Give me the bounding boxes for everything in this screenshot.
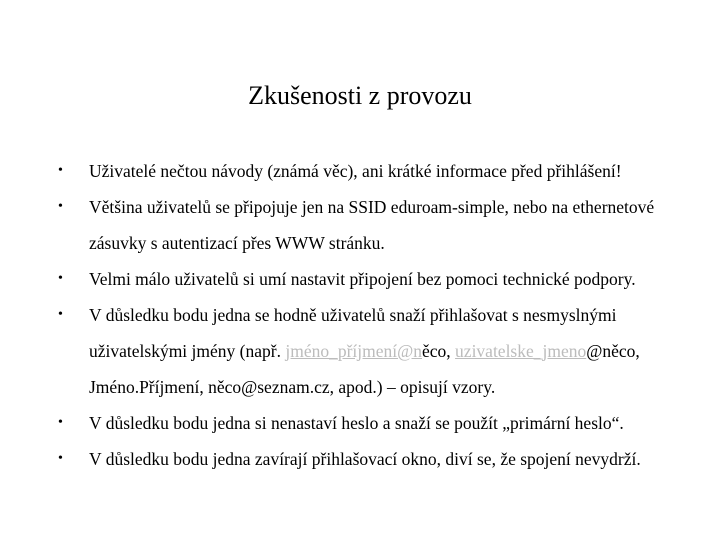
bullet-icon: • [58,451,63,466]
bullet-text: Většina uživatelů se připojuje jen na SSID eduroam-simple, nebo na ethernetové zásuvky s autentizací přes WWW stránku. [89,197,655,253]
bullet-icon: • [58,163,63,178]
bullet-item [58,153,678,189]
bullet-text: V důsledku bodu jedna si nenastaví heslo a snaží se použít „primární heslo“. [89,413,624,433]
bullet-text: V důsledku bodu jedna zavírají přihlašovací okno, diví se, že spojení nevydrží. [89,449,641,469]
bullet-icon: • [58,307,63,322]
bullet-item [58,405,678,441]
bullet-icon: • [58,415,63,430]
bullet-text: Uživatelé nečtou návody (známá věc), ani krátké informace před přihlášení! [89,161,622,181]
bullet-text: Velmi málo uživatelů si umí nastavit připojení bez pomoci technické podpory. [89,269,636,289]
bullet-item [58,441,678,477]
slide-title: Zkušenosti z provozu [248,81,472,110]
bullet-item [58,189,678,261]
bullet-item [58,297,678,405]
bullet-list [58,153,678,477]
bullet-icon: • [58,199,63,214]
bullet-text-part: V důsledku bodu jedna se hodně uživatelů snaží přihlašovat s nesmyslnými uživatelskými jmény (např. [89,305,617,361]
bullet-text-part: ěco, [422,341,456,361]
example-link-username[interactable]: uzivatelske_jmeno [455,341,587,361]
example-link-name[interactable]: jméno_příjmení@n [285,341,422,361]
bullet-icon: • [58,271,63,286]
bullet-item [58,261,678,297]
bullet-text-part: @něco, Jméno.Příjmení, něco@seznam.cz, apod.) – opisují vzory. [89,341,640,397]
